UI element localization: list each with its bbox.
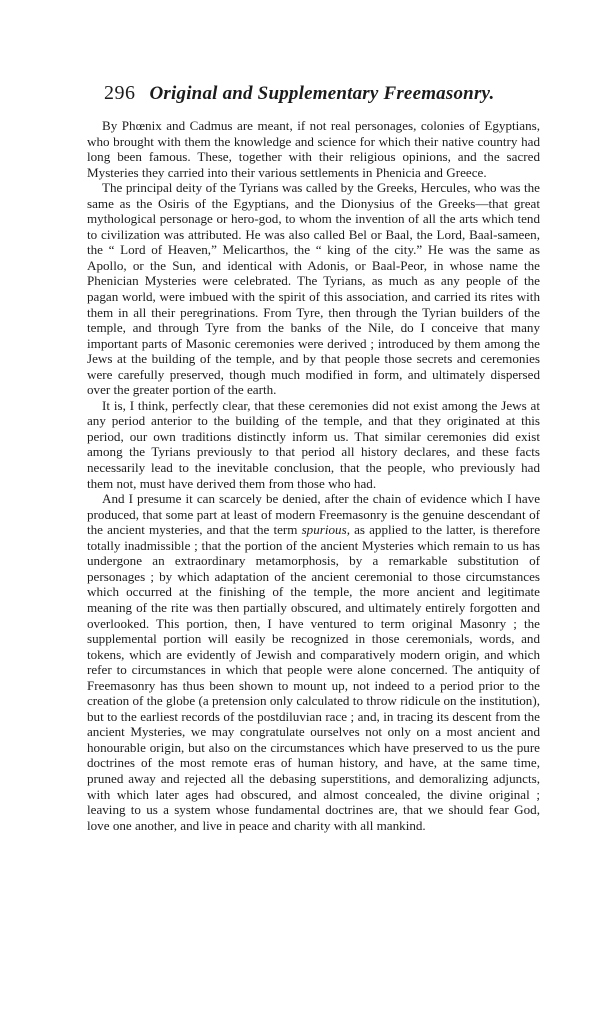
page-header (104, 82, 524, 110)
page-number: 296 (104, 82, 136, 104)
paragraph-phoenix-cadmus: By Phœnix and Cadmus are meant, if not real personages, colonies of Egyptians, who brought with them the knowledge and science for which their native country had long been famous. These, together with their religious opinions, and the sacred Mysteries they carried into their various settlements in Phenicia and Greece. (87, 118, 540, 180)
running-head: Original and Supplementary Freemasonry. (149, 83, 495, 104)
paragraph-conclusion (87, 491, 540, 833)
paragraph-jewish-ceremonies: It is, I think, perfectly clear, that these ceremonies did not exist among the Jews at any period anterior to the building of the temple, and that they originated at this period, our own traditions distinctly inform us. That similar ceremonies did exist among the Tyrians previously to that period all history declares, and these facts necessarily lead to the inevitable conclusion, that the people, who previously had them not, must have derived them from those who had. (87, 397, 540, 491)
conclusion-text-end: as applied to the latter, is therefore totally inadmissible ; that the portion of the ancient Mysteries which remain to us has undergone an extraordinary metamorphosis, by a remarkable substitution of personages ; by which adaptation of the ancient ceremonial to those circumstances which occurred at the finishing of the temple, the more ancient and legitimate meaning of the rite was then partially obscured, and ultimately entirely forgotten and overlooked. This portion, then, I have ventured to term original Masonry ; the supplemental portion will easily be recognized in those ceremonials, words, and tokens, which are evidently of Jewish and comparatively modern origin, and which refer to circumstances in which that people were alone concerned. The antiquity of Freemasonry has thus been shown to mount up, not indeed to a period prior to the creation of the globe (a pretension only calculated to throw ridicule on the institution), but to the earliest records of the postdiluvian race ; and, in tracing its descent from the ancient Mysteries, we may congratulate ourselves not only on a most ancient and honourable origin, but also on the circumstances which have preserved to us the pure doctrines of the most remote eras of human history, and have, at the same time, pruned away and rejected all the debasing superstitions, and demoralizing adjuncts, with which later ages had obscured, and almost concealed, the divine original ; leaving to us a system whose fundamental doctrines are, that we should fear God, love one another, and live in peace and charity with all mankind. (87, 522, 541, 833)
body-text (87, 118, 540, 833)
paragraph-tyrian-deity: The principal deity of the Tyrians was called by the Greeks, Hercules, who was the same as the Osiris of the Egyptians, and the Dionysius of the Greeks—that great mythological personage or hero-god, to whom the invention of all the arts which tend to civilization was attributed. He was also called Bel or Baal, the Lord, Baal-sameen, the “ Lord of Heaven,” Melicarthos, the “ king of the city.” He was the same as Apollo, or the Sun, and identical with Adonis, or Baal-Peor, in whose name the Phenician Mysteries were celebrated. The Tyrians, as much as any people of the pagan world, were imbued with the spirit of this association, and carried its rites with them in all their peregrinations. From Tyre, then through the Tyrian builders of the temple, and through Tyre from the banks of the Nile, do I conceive that many important parts of Masonic ceremonies were derived ; introduced by them among the Jews at the building of the temple, and by that people those secrets and ceremonies were carefully preserved, though much modified in form, and ultimately dispersed over the greater portion of the earth. (87, 180, 540, 398)
conclusion-text-start: And I presume it can scarcely be denied, after the chain of evidence which I have produced, that some part at least of modern Freemasonry is the genuine descendant of the ancient mysteries, and that the term (87, 491, 540, 538)
emphasized-term: spurious, (301, 522, 350, 538)
